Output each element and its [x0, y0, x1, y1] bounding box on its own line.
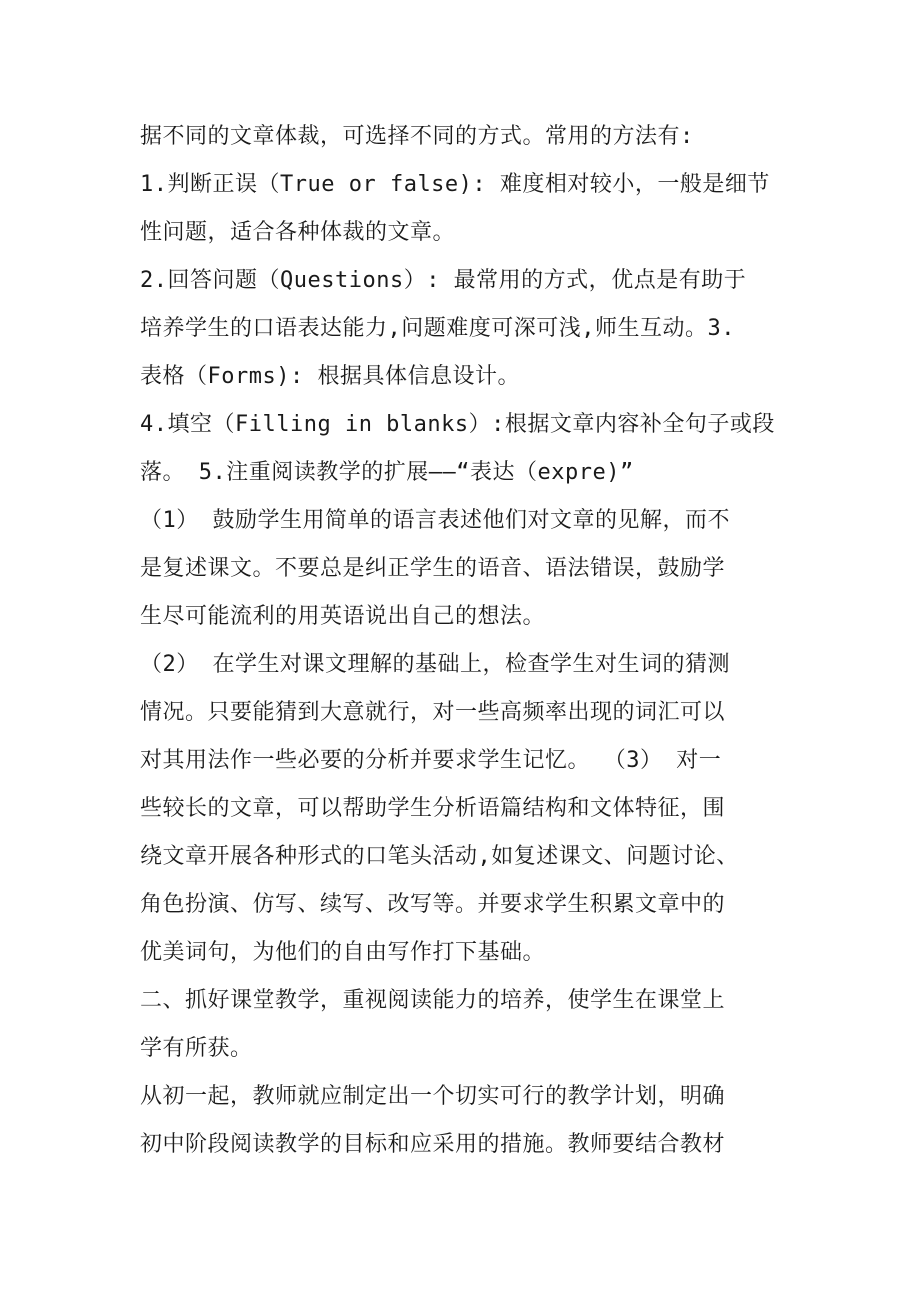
text-line: 2.回答问题（Questions）: 最常用的方式，优点是有助于	[140, 268, 747, 293]
text-line: 是复述课文。不要总是纠正学生的语音、语法错误，鼓励学	[140, 556, 726, 581]
body-text	[140, 113, 800, 1169]
text-line: 落。 5.注重阅读教学的扩展——“表达（expre)”	[140, 460, 634, 485]
text-line: 角色扮演、仿写、续写、改写等。并要求学生积累文章中的	[140, 892, 726, 917]
text-line: 绕文章开展各种形式的口笔头活动,如复述课文、问题讨论、	[140, 844, 739, 869]
text-line: 培养学生的口语表达能力,问题难度可深可浅,师生互动。3.	[140, 316, 735, 341]
text-line: 情况。只要能猜到大意就行，对一些高频率出现的词汇可以	[140, 700, 726, 725]
text-line: 据不同的文章体裁，可选择不同的方式。常用的方法有:	[140, 124, 694, 149]
text-line: 初中阶段阅读教学的目标和应采用的措施。教师要结合教材	[140, 1132, 726, 1157]
text-line: 4.填空（Filling in blanks）:根据文章内容补全句子或段	[140, 412, 775, 437]
text-line: 优美词句，为他们的自由写作打下基础。	[140, 940, 546, 965]
text-line: 二、抓好课堂教学，重视阅读能力的培养，使学生在课堂上	[140, 988, 726, 1013]
text-line: （1） 鼓励学生用简单的语言表述他们对文章的见解，而不	[140, 508, 730, 533]
text-line: 性问题，适合各种体裁的文章。	[140, 220, 456, 245]
text-line: （2） 在学生对课文理解的基础上，检查学生对生词的猜测	[140, 652, 730, 677]
text-line: 表格（Forms): 根据具体信息设计。	[140, 364, 520, 389]
text-line: 些较长的文章，可以帮助学生分析语篇结构和文体特征，围	[140, 796, 726, 821]
text-line: 学有所获。	[140, 1036, 253, 1061]
text-line: 1.判断正误（True or false): 难度相对较小，一般是细节	[140, 172, 770, 197]
text-line: 从初一起，教师就应制定出一个切实可行的教学计划，明确	[140, 1084, 726, 1109]
text-line: 生尽可能流利的用英语说出自己的想法。	[140, 604, 546, 629]
text-line: 对其用法作一些必要的分析并要求学生记忆。 （3） 对一	[140, 748, 722, 773]
